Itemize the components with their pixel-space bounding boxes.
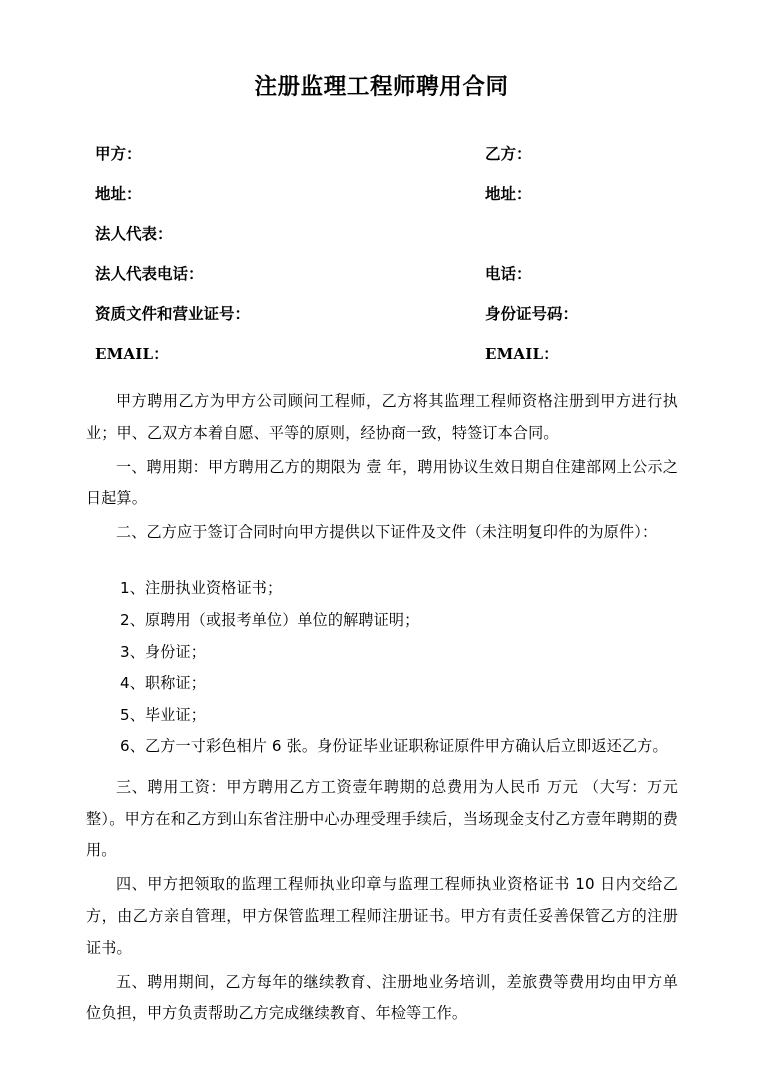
- clause-four-paragraph: 四、甲方把领取的监理工程师执业印章与监理工程师执业资格证书 10 日内交给乙方，由乙方亲自管理，甲方保管监理工程师注册证书。甲方有责任妥善保管乙方的注册证书。: [86, 875, 678, 957]
- clause-spacer: [86, 763, 678, 772]
- legal-representative-label: 法人代表：: [95, 225, 173, 243]
- list-item: 1、注册执业资格证书；: [120, 579, 283, 598]
- list-item: 5、毕业证；: [120, 705, 206, 724]
- party-a-email-label: EMAIL：: [95, 345, 169, 363]
- list-item: 2、原聘用（或报考单位）单位的解聘证明；: [120, 611, 420, 630]
- field-row: [0, 307, 763, 347]
- id-number-label: 身份证号码：: [485, 305, 579, 323]
- qualification-license-label: 资质文件和营业证号：: [95, 305, 251, 323]
- field-row: [0, 227, 763, 267]
- clause-three-paragraph: 三、聘用工资：甲方聘用乙方工资壹年聘期的总费用为人民币 万元 （大写：万元整）。甲方在和乙方到山东省注册中心办理受理手续后，当场现金支付乙方壹年聘期的费用。: [86, 778, 678, 860]
- list-item: 4、职称证；: [120, 674, 206, 693]
- party-b-address-label: 地址：: [485, 185, 532, 203]
- field-row: [0, 267, 763, 307]
- clause-five-paragraph: 五、聘用期间，乙方每年的继续教育、注册地业务培训，差旅费等费用均由甲方单位负担，甲方负责帮助乙方完成继续教育、年检等工作。: [86, 972, 678, 1023]
- party-a-label: 甲方：: [95, 145, 142, 163]
- page-title: 注册监理工程师聘用合同: [254, 74, 509, 100]
- preamble-paragraph: 甲方聘用乙方为甲方公司顾问工程师，乙方将其监理工程师资格注册到甲方进行执业；甲、乙双方本着自愿、平等的原则，经协商一致，特签订本合同。: [86, 392, 678, 442]
- list-item: 6、乙方一寸彩色相片 6 张。身份证毕业证职称证原件甲方确认后立即返还乙方。: [120, 737, 668, 756]
- list-spacer: [86, 551, 678, 573]
- field-row: [0, 147, 763, 187]
- clause-one-paragraph: 一、聘用期：甲方聘用乙方的期限为 壹 年，聘用协议生效日期自住建部网上公示之日起算。: [86, 457, 678, 508]
- field-row: [0, 187, 763, 227]
- contract-body: [86, 386, 678, 1032]
- header-fields: [0, 147, 763, 387]
- party-b-email-label: EMAIL：: [485, 345, 559, 363]
- party-b-label: 乙方：: [485, 145, 532, 163]
- list-item: 3、身份证；: [120, 642, 206, 661]
- clause-two-paragraph: 二、乙方应于签订合同时向甲方提供以下证件及文件（未注明复印件的为原件）：: [116, 523, 658, 542]
- party-a-address-label: 地址：: [95, 185, 142, 203]
- field-row: [0, 347, 763, 387]
- legal-representative-phone-label: 法人代表电话：: [95, 265, 204, 283]
- party-b-phone-label: 电话：: [485, 265, 532, 283]
